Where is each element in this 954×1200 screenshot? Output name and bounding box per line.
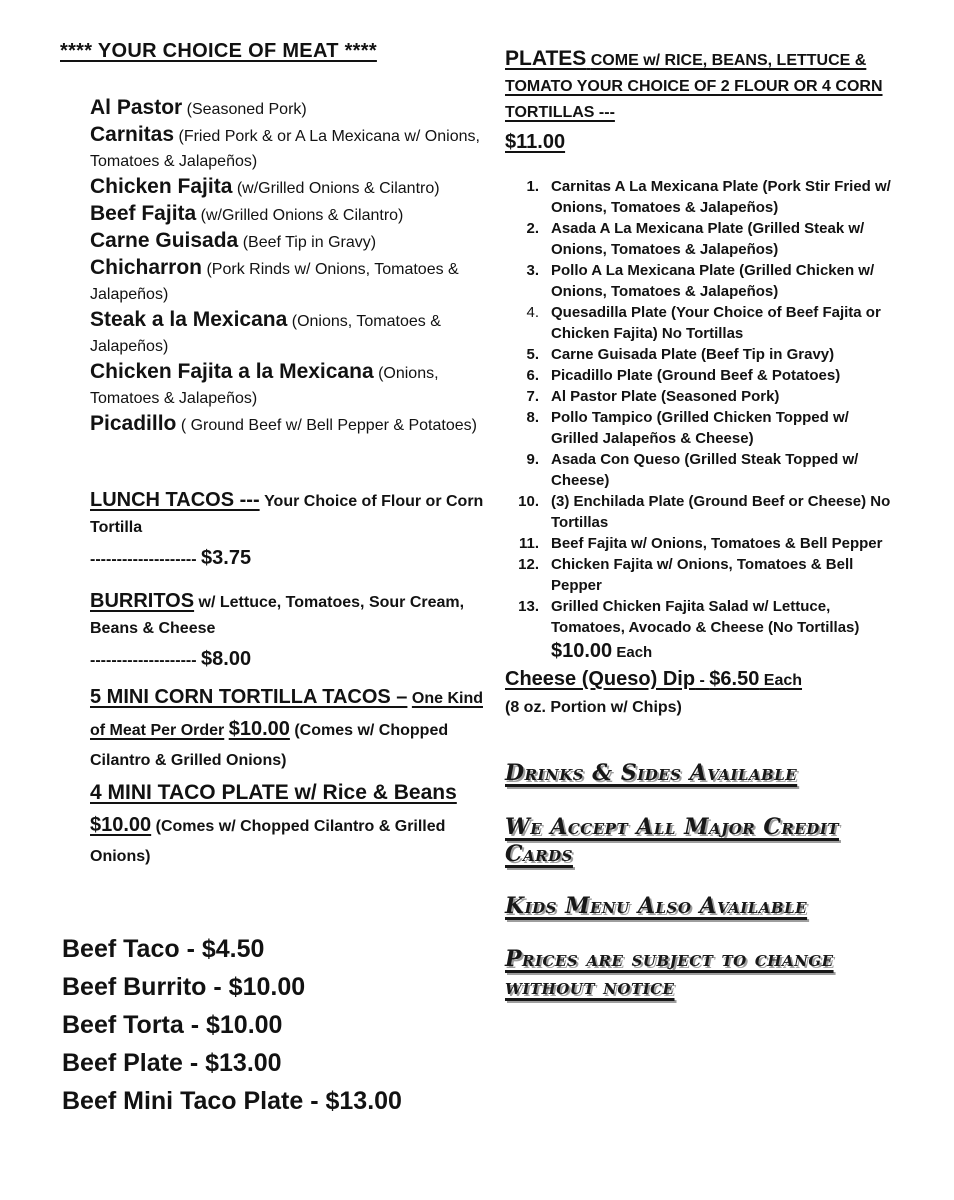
meat-item bbox=[90, 255, 480, 307]
meat-item bbox=[90, 359, 480, 411]
meat-item-desc: (Onions, Tomatoes & Jalapeños) bbox=[90, 365, 439, 407]
meat-item-name: Steak a la Mexicana bbox=[90, 308, 288, 331]
meat-item-name: Chicken Fajita a la Mexicana bbox=[90, 360, 374, 383]
beef-specials-section bbox=[62, 930, 502, 1120]
meat-item-desc: (Beef Tip in Gravy) bbox=[242, 234, 377, 251]
plate-item-text: Quesadilla Plate (Your Choice of Beef Fajita or Chicken Fajita) No Tortillas bbox=[551, 304, 881, 342]
queso-dip-separator: - bbox=[695, 672, 710, 689]
beef-special-item: Beef Plate - $13.00 bbox=[62, 1049, 282, 1077]
mini-taco-plate-title: 4 MINI TACO PLATE w/ Rice & Beans bbox=[90, 781, 457, 804]
plates-each-price bbox=[551, 641, 652, 663]
mini-corn-tacos-section bbox=[60, 682, 490, 776]
plates-price: $11.00 bbox=[505, 131, 566, 153]
plate-item-number: 8. bbox=[526, 409, 539, 426]
plate-item-number: 11. bbox=[518, 535, 539, 552]
mini-taco-plate-title-line bbox=[90, 778, 490, 810]
mini-corn-tacos-price: $10.00 bbox=[228, 718, 290, 740]
meat-item bbox=[90, 201, 480, 228]
beef-special-item: Beef Torta - $10.00 bbox=[62, 1011, 283, 1039]
queso-dip-title-line bbox=[505, 666, 895, 694]
plate-item bbox=[505, 554, 895, 596]
plate-item-text: Grilled Chicken Fajita Salad w/ Lettuce, Tomatoes, Avocado & Cheese (No Tortillas) bbox=[551, 598, 860, 636]
mini-taco-plate-price: $10.00 bbox=[90, 814, 152, 836]
plate-item-number: 13. bbox=[518, 598, 539, 615]
meat-item-name: Chicharron bbox=[90, 256, 203, 279]
meat-item-name: Al Pastor bbox=[90, 96, 183, 119]
meat-item-name: Chicken Fajita bbox=[90, 175, 233, 198]
notice-drinks-sides: Drinks & Sides Available bbox=[505, 760, 798, 786]
plate-item-number: 6. bbox=[526, 367, 539, 384]
notice-kids-menu: Kids Menu Also Available bbox=[505, 892, 808, 919]
queso-dip-price: $6.50 bbox=[709, 668, 760, 690]
mini-corn-tacos-title: 5 MINI CORN TORTILLA TACOS – bbox=[90, 686, 408, 708]
meat-item-desc: (Fried Pork & or A La Mexicana w/ Onions, Tomatoes & Jalapeños) bbox=[90, 128, 480, 170]
plate-item bbox=[505, 365, 895, 386]
meat-item bbox=[90, 228, 480, 255]
dash-leader: -------------------- bbox=[90, 551, 197, 568]
lunch-tacos-price-line bbox=[90, 545, 490, 573]
meat-item-name: Carnitas bbox=[90, 123, 175, 146]
plates-title-detail: COME w/ RICE, BEANS, LETTUCE & TOMATO YOUR CHOICE OF 2 FLOUR OR 4 CORN TORTILLAS --- bbox=[505, 52, 883, 121]
plate-item bbox=[505, 302, 895, 344]
plate-item-number: 1. bbox=[526, 178, 539, 195]
mini-corn-tacos-note: (Comes w/ Chopped Cilantro & Grilled Onions) bbox=[90, 722, 449, 769]
notices-section bbox=[505, 760, 900, 1027]
plate-item bbox=[505, 344, 895, 365]
beef-special-item: Beef Mini Taco Plate - $13.00 bbox=[62, 1087, 402, 1115]
meat-item bbox=[90, 95, 480, 122]
plate-item bbox=[505, 533, 895, 554]
plate-item-text: Al Pastor Plate (Seasoned Pork) bbox=[551, 388, 780, 405]
plate-item-text: Carne Guisada Plate (Beef Tip in Gravy) bbox=[551, 346, 835, 363]
meat-item-name: Carne Guisada bbox=[90, 229, 239, 252]
plate-item-text: Pollo Tampico (Grilled Chicken Topped w/ Grilled Jalapeños & Cheese) bbox=[551, 409, 849, 447]
plate-item-number-spacer bbox=[505, 641, 539, 663]
meat-item bbox=[90, 411, 480, 438]
mini-taco-plate-price-line bbox=[90, 810, 490, 872]
plate-item-number: 9. bbox=[526, 451, 539, 468]
burritos-section bbox=[60, 588, 490, 674]
plates-title: PLATES bbox=[505, 47, 587, 70]
meat-item-desc: (Seasoned Pork) bbox=[186, 101, 307, 118]
meat-list bbox=[60, 95, 480, 438]
meat-item-desc: (w/Grilled Onions & Cilantro) bbox=[200, 207, 404, 224]
meat-section-title: **** YOUR CHOICE OF MEAT **** bbox=[60, 40, 377, 62]
plate-item-text: Pollo A La Mexicana Plate (Grilled Chicken w/ Onions, Tomatoes & Jalapeños) bbox=[551, 262, 875, 300]
plate-item-number: 5. bbox=[526, 346, 539, 363]
plate-item bbox=[505, 491, 895, 533]
plate-item-text: Asada Con Queso (Grilled Steak Topped w/ Cheese) bbox=[551, 451, 859, 489]
meat-item bbox=[90, 122, 480, 174]
mini-taco-plate-section bbox=[60, 778, 490, 872]
mini-corn-tacos-heading bbox=[90, 682, 490, 776]
meat-section bbox=[60, 40, 490, 438]
lunch-tacos-price: $3.75 bbox=[201, 547, 252, 569]
mini-taco-plate-note: (Comes w/ Chopped Cilantro & Grilled Onions) bbox=[90, 818, 446, 865]
plate-item-number: 2. bbox=[526, 220, 539, 237]
plate-item-number: 12. bbox=[518, 556, 539, 573]
plate-item-text: Asada A La Mexicana Plate (Grilled Steak w/ Onions, Tomatoes & Jalapeños) bbox=[551, 220, 865, 258]
burritos-price-line bbox=[90, 646, 490, 674]
dash-leader: -------------------- bbox=[90, 652, 197, 669]
plate-item-text: Chicken Fajita w/ Onions, Tomatoes & Bell Pepper bbox=[551, 556, 854, 594]
beef-special-item: Beef Burrito - $10.00 bbox=[62, 973, 306, 1001]
lunch-tacos-title: LUNCH TACOS --- bbox=[90, 489, 260, 511]
queso-dip-section bbox=[505, 666, 895, 717]
plates-each-price-value: $10.00 bbox=[551, 640, 613, 662]
queso-dip-subtitle: (8 oz. Portion w/ Chips) bbox=[505, 699, 682, 716]
plate-item bbox=[505, 449, 895, 491]
plate-item bbox=[505, 407, 895, 449]
plate-item bbox=[505, 176, 895, 218]
meat-item-desc: (Pork Rinds w/ Onions, Tomatoes & Jalapeños) bbox=[90, 261, 459, 303]
meat-item bbox=[90, 174, 480, 201]
plate-item-text: Carnitas A La Mexicana Plate (Pork Stir Fried w/ Onions, Tomatoes & Jalapeños) bbox=[551, 178, 891, 216]
plate-item-number: 7. bbox=[526, 388, 539, 405]
meat-item-name: Beef Fajita bbox=[90, 202, 197, 225]
plate-item bbox=[505, 386, 895, 407]
meat-item-desc: (w/Grilled Onions & Cilantro) bbox=[236, 180, 440, 197]
meat-item-desc: ( Ground Beef w/ Bell Pepper & Potatoes) bbox=[180, 417, 477, 434]
plate-item-text: (3) Enchilada Plate (Ground Beef or Cheese) No Tortillas bbox=[551, 493, 891, 531]
burritos-title: BURRITOS bbox=[90, 590, 195, 612]
queso-dip-title: Cheese (Queso) Dip bbox=[505, 668, 696, 690]
plate-item-text: Beef Fajita w/ Onions, Tomatoes & Bell Pepper bbox=[551, 535, 883, 552]
mini-corn-tacos-title-small: One Kind of Meat Per Order bbox=[90, 690, 483, 739]
plate-item-number: 4. bbox=[526, 304, 539, 321]
plate-item bbox=[505, 260, 895, 302]
beef-special-item: Beef Taco - $4.50 bbox=[62, 935, 265, 963]
lunch-tacos-subtitle: Your Choice of Flour or Corn Tortilla bbox=[90, 493, 484, 536]
plate-item-number: 10. bbox=[518, 493, 539, 510]
meat-item-desc: (Onions, Tomatoes & Jalapeños) bbox=[90, 313, 441, 355]
notice-credit-cards: We Accept All Major Credit Cards bbox=[505, 813, 839, 867]
plates-section bbox=[505, 46, 895, 663]
notice-prices-change: Prices are subject to change without notice bbox=[505, 946, 834, 1000]
plates-each-price-suffix: Each bbox=[616, 644, 653, 661]
plate-item bbox=[505, 596, 895, 638]
burritos-subtitle: w/ Lettuce, Tomatoes, Sour Cream, Beans & Cheese bbox=[90, 594, 465, 637]
plates-each-price-row bbox=[505, 641, 895, 663]
plates-heading bbox=[505, 46, 895, 155]
meat-item bbox=[90, 307, 480, 359]
plates-list bbox=[505, 176, 895, 663]
lunch-tacos-heading bbox=[90, 487, 490, 541]
plate-item bbox=[505, 218, 895, 260]
burritos-heading bbox=[90, 588, 490, 642]
lunch-tacos-section bbox=[60, 487, 490, 573]
meat-item-name: Picadillo bbox=[90, 412, 177, 435]
queso-dip-suffix: Each bbox=[759, 672, 803, 689]
plate-item-number: 3. bbox=[526, 262, 539, 279]
plate-item-text: Picadillo Plate (Ground Beef & Potatoes) bbox=[551, 367, 841, 384]
burritos-price: $8.00 bbox=[201, 648, 252, 670]
